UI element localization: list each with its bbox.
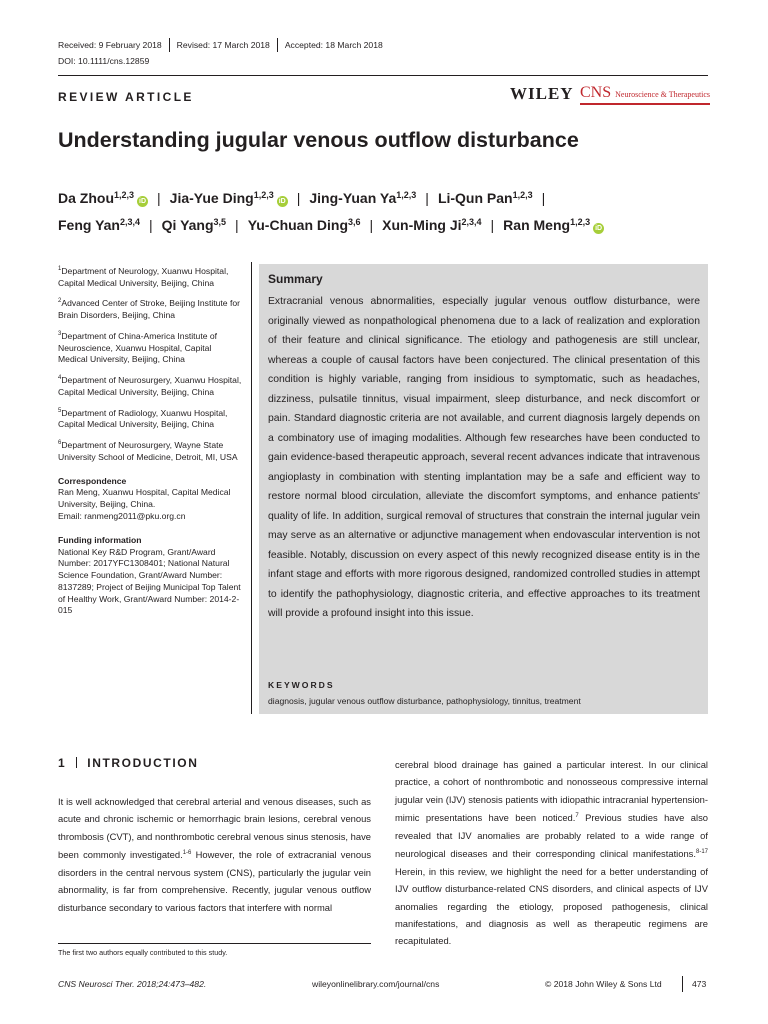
publisher-logo: WILEY: [510, 84, 574, 103]
header-rule: [58, 75, 708, 76]
article-title: Understanding jugular venous outflow disturbance: [58, 128, 579, 152]
summary-text: Extracranial venous abnormalities, especially jugular venous outflow disturbance, were originally viewed as nonpathological phenomena due to a lack of realization and exploration of their feature and clinical significance. The etiology and pathogenesis are still unclear, whereas a couple of causal factors have been conjectured. The clinical presentation of this condition is highly variable, ranging from insidious to symptomatic, such as headaches, dizziness, pulsatile tinnitus, visual impairment, sleep disturbance, and neck discomfort or pain. Standard diagnostic criteria are not available, and current diagnosis largely depends on a combinatory use of imaging modalities. Although few researches have been conducted to gain evidence-based therapeutic approach, several recent advances indicate that intravenous angioplasty in combination with stenting implantation may be a safe and efficient way to restore normal blood circulation, alleviate the discomfort symptoms, and enhance patients' quality of life. In addition, surgical removal of structures that constrain the internal jugular vein may serve as an alternative or adjunctive management when endovascular intervention is not feasible. Notably, discussion on every aspect of this newly recognized disease entity is in the infant stage and efforts with more rigorous designed, randomized controlled studies in attempt to identify the pathophysiology, diagnostic criteria, and effective approaches to its treatment will provide a profound insight into this issue.: [268, 296, 700, 619]
journal-abbrev: CNS: [580, 84, 612, 101]
author-separator: |: [425, 190, 429, 206]
body-text: However, the role of extracranial venous disorders in the central nervous system (CNS), particularly the jugular vein abnormality, is far from comprehensive. Recently, jugular venous outflow disturbance secondary to various factors that interfere with normal: [58, 849, 372, 913]
revised-date: Revised: 17 March 2018: [176, 40, 270, 50]
footer-copyright: © 2018 John Wiley & Sons Ltd: [545, 979, 662, 989]
body-text: It is well acknowledged that cerebral arterial and venous diseases, such as acute and chronic ischemic or hemorrhagic brain lesions, cerebral venous thrombosis (CVT), and nonthrombotic cerebral venous sinus stenosis, have been commonly investigated.: [58, 796, 371, 861]
author-separator: |: [541, 190, 546, 206]
author-line-1: [58, 186, 718, 207]
author-line-2: [58, 213, 718, 234]
footer-divider: [682, 976, 683, 992]
author[interactable]: Qi Yang$^{3,5}$: [161, 217, 227, 233]
footer-url[interactable]: wileyonlinelibrary.com/journal/cns: [312, 979, 440, 989]
reference-link[interactable]: 8-17: [695, 849, 708, 856]
orcid-icon[interactable]: iD: [278, 198, 286, 205]
affiliation: $^2$Advanced Center of Stroke, Beijing Institute for Brain Disorders, Beijing, China: [58, 298, 240, 321]
correspondence: [58, 476, 243, 523]
author[interactable]: Yu-Chuan Ding$^{3,6}$: [247, 217, 361, 233]
author-separator: |: [157, 190, 161, 206]
funding: [58, 535, 243, 618]
orcid-icon[interactable]: iD: [595, 225, 603, 232]
reference-link[interactable]: 7: [575, 813, 579, 820]
affiliation: $^5$Department of Radiology, Xuanwu Hospital, Capital Medical University, Beijing, China: [58, 407, 228, 430]
funding-text: National Key R&D Program, Grant/Award Number: 2017YFC1308401; National Natural Science Foundation, Grant/Award Number: 8137289; Project of Beijing Municipal Top Talent of Healthy Work, Grant/Award Number: 2014-2-015: [58, 546, 241, 616]
divider: [76, 757, 77, 768]
correspondence-email[interactable]: Email: ranmeng2011@pku.org.cn: [58, 510, 186, 521]
section-title: INTRODUCTION: [87, 756, 199, 770]
divider: [169, 38, 170, 52]
doi[interactable]: DOI: 10.1111/cns.12859: [58, 56, 150, 66]
author-separator: |: [369, 217, 374, 233]
author-separator: |: [149, 217, 153, 233]
journal-logo: [580, 84, 710, 105]
footer-citation: CNS Neurosci Ther. 2018;24:473–482.: [58, 979, 207, 989]
intro-left-column: [58, 793, 371, 916]
divider: [277, 38, 278, 52]
section-number: 1: [58, 756, 67, 770]
body-text: Herein, in this review, we highlight the need for a better understanding of IJV outflow disturbance-related CNS disorders, and clinical aspects of IJV anomalies regarding the etiology, proposed pathogenesis, clinical manifestations, and diagnosis as well as therapeutic regimens are recapitulated.: [395, 865, 708, 947]
footnote-rule: [58, 943, 371, 944]
column-divider: [251, 262, 252, 714]
page-number: 473: [692, 979, 707, 989]
received-date: Received: 9 February 2018: [58, 40, 162, 50]
accepted-date: Accepted: 18 March 2018: [284, 40, 383, 50]
funding-label: Funding information: [58, 534, 142, 545]
section-heading: [58, 756, 198, 770]
keywords-label: KEYWORDS: [268, 680, 335, 690]
keywords-text: diagnosis, jugular venous outflow disturbance, pathophysiology, tinnitus, treatment: [268, 696, 581, 706]
affiliation: $^1$Department of Neurology, Xuanwu Hospital, Capital Medical University, Beijing, China: [58, 265, 229, 288]
correspondence-label: Correspondence: [58, 475, 127, 486]
affiliation: $^6$Department of Neurosurgery, Wayne State University School of Medicine, Detroit, MI, USA: [58, 439, 238, 462]
summary-title: Summary: [268, 272, 323, 286]
article-dates: [58, 38, 383, 52]
affiliation: $^4$Department of Neurosurgery, Xuanwu Hospital, Capital Medical University, Beijing, China: [58, 375, 242, 397]
affiliations-column: [58, 264, 243, 624]
intro-right-column: [395, 756, 708, 950]
author[interactable]: Ran Meng$^{1,2,3}$iD: [503, 217, 603, 233]
footnote: The first two authors equally contributed to this study.: [58, 948, 228, 957]
author[interactable]: Jia-Yue Ding$^{1,2,3}$iD: [169, 190, 286, 206]
article-type: REVIEW ARTICLE: [58, 90, 194, 104]
author[interactable]: Da Zhou$^{1,2,3}$iD: [58, 190, 147, 206]
body-text: cerebral blood drainage has gained a particular interest. In our clinical practice, a cohort of nonthrombotic and nonosseous compressive internal jugular vein (IJV) stenosis patients with idiopathic intracranial hypertension-mimic presentations have been noticed.: [395, 759, 708, 824]
author-separator: |: [296, 190, 301, 206]
body-text: Previous studies have also revealed that IJV anomalies are probably related to a wide range of neurological diseases and their corresponding clinical manifestations.: [395, 812, 708, 860]
author[interactable]: Li-Qun Pan$^{1,2,3}$: [437, 190, 533, 206]
author-separator: |: [235, 217, 239, 233]
author[interactable]: Feng Yan$^{2,3,4}$: [58, 217, 141, 233]
orcid-icon[interactable]: iD: [139, 198, 147, 205]
reference-link[interactable]: 1-6: [182, 850, 192, 857]
affiliation: $^3$Department of China-America Institute of Neuroscience, Xuanwu Hospital, Capital Medical University, Beijing, China: [58, 330, 218, 365]
journal-name: Neuroscience & Therapeutics: [615, 90, 711, 99]
author-separator: |: [490, 217, 495, 233]
correspondence-text: Ran Meng, Xuanwu Hospital, Capital Medical University, Beijing, China.: [58, 487, 231, 510]
author[interactable]: Xun-Ming Ji$^{2,3,4}$: [382, 217, 482, 233]
author[interactable]: Jing-Yuan Ya$^{1,2,3}$: [309, 190, 417, 206]
